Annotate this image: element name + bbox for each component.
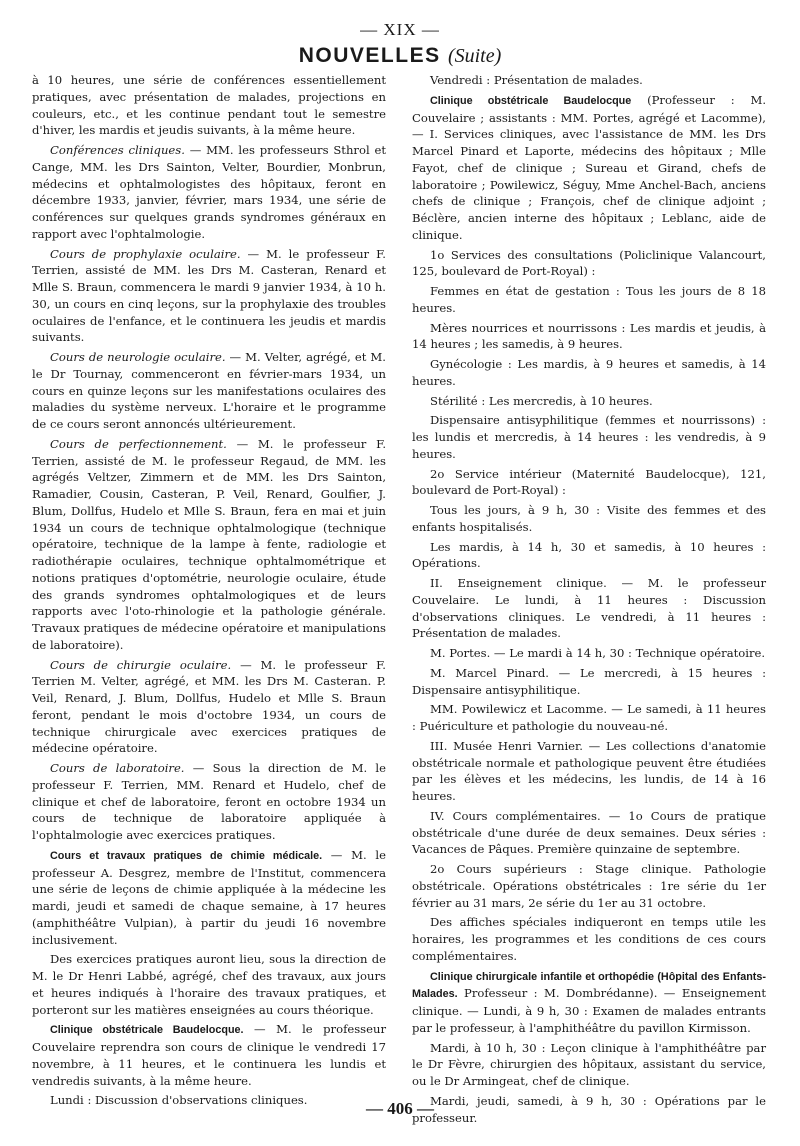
paragraph-text: (Professeur : M. Couvelaire ; assistants : MM. Portes, agrégé et Lacomme), — I. Services cliniques, avec l'assistance de MM. les Drs Marcel Pinard et Laporte, médecins des hôpitaux ; Mlle Fayot, chef de clinique ; Sureau et Girand, chefs de laboratoire ; Powilewicz, Séguy, Mme Anchel-Bach, anciens chefs de clinique ; François, chef de clinique adjoint ; Béclère, ancien interne des hôpitaux ; Leblanc, aide de clinique.: [412, 92, 766, 242]
paragraph-text: 2o Service intérieur (Maternité Baudelocque), 121, boulevard de Port-Royal) :: [412, 466, 766, 498]
paragraph-text: IV. Cours complémentaires. — 1o Cours de pratique obstétricale d'une durée de deux semaines. Deux séries : Vacances de Pâques. Première quinzaine de septembre.: [412, 808, 766, 857]
paragraph-text: Gynécologie : Les mardis, à 9 heures et samedis, à 14 heures.: [412, 357, 766, 388]
paragraph-text: Les mardis, à 14 h, 30 et samedis, à 10 heures : Opérations.: [412, 539, 766, 571]
paragraph-text: — M. le professeur Couvelaire reprendra son cours de clinique le vendredi 17 novembre, à 11 heures, et le continuera les lundis et vendredis suivants, à la même heure.: [32, 1022, 386, 1088]
paragraph: [32, 657, 386, 758]
paragraph: [412, 701, 766, 735]
paragraph-text: Des affiches spéciales indiqueront en temps utile les horaires, les programmes et les conditions de ces cours complémentaires.: [412, 915, 766, 963]
paragraph-text: Professeur : M. Dombrédanne). — Enseignement clinique. — Lundi, à 9 h, 30 : Examen de malades entrants par le professeur, à l'amphithéâtre du pavillon Kirmisson.: [412, 986, 766, 1035]
paragraph: [32, 72, 386, 139]
paragraph-bold-heading: Cours et travaux pratiques de chimie médicale.: [50, 849, 323, 862]
paragraph-heading: Cours de perfectionnement.: [50, 436, 227, 451]
page-roman-numeral: — XIX —: [360, 20, 440, 39]
paragraph-text: MM. Powilewicz et Lacomme. — Le samedi, à 11 heures : Puériculture et pathologie du nouveau-né.: [412, 702, 766, 733]
paragraph: [32, 951, 386, 1018]
paragraph-text: 2o Cours supérieurs : Stage clinique. Pathologie obstétricale. Opérations obstétricales : 1re série du 1er février au 31 mars, 2e série du 1er au 31 octobre.: [412, 862, 766, 910]
paragraph-text: III. Musée Henri Varnier. — Les collections d'anatomie obstétricale normale et pathologique peuvent être étudiées par les élèves et les médecins, les lundis, de 14 à 16 heures.: [412, 738, 766, 803]
title-suffix: (Suite): [447, 45, 502, 67]
paragraph-heading: Cours de laboratoire.: [50, 761, 185, 775]
paragraph: [412, 247, 766, 281]
paragraph: [412, 1040, 766, 1090]
paragraph-text: — M. le professeur F. Terrien, assisté de M. le professeur Regaud, de MM. les agrégés Veltzer, Zimmern et de MM. les Drs Sainton, Ramadier, Cousin, Casteran, P. Veil, Renard, Goulfier, J. Blum, Dollfus, Hudelo et Mlle S. Braun, fera en mai et juin 1934 un cours de technique ophtalmologique (technique opératoire, technique de la lampe à fente, radiologie et radiothérapie oculaires, technique ophtalmométrique et notions pratiques d'optométrie, neurologie oculaire, étude des grands syndromes ophtalmologiques et de leurs rapports avec l'oto-rhinologie et la pathologie générale. Travaux pratiques de médecine opératoire et manipulations de laboratoire).: [32, 436, 387, 652]
paragraph: [412, 72, 766, 89]
paragraph: [412, 393, 766, 410]
paragraph: [32, 349, 386, 433]
paragraph: [412, 808, 766, 858]
paragraph: [412, 914, 766, 964]
paragraph: [412, 575, 766, 642]
paragraph-bold-heading: Clinique obstétricale Baudelocque: [430, 94, 632, 107]
paragraph-text: — Sous la direction de M. le professeur F. Terrien, MM. Renard et Hudelo, chef de clinique et chef de laboratoire, feront en octobre 1934 un cours de technique de laboratoire appliquée à l'ophtalmologie avec exercices pratiques.: [32, 761, 386, 842]
paragraph-text: Dispensaire antisyphilitique (femmes et nourrissons) : les lundis et mercredis, à 14 heures : les vendredis, à 9 heures.: [412, 413, 766, 461]
paragraph-text: M. Marcel Pinard. — Le mercredi, à 15 heures : Dispensaire antisyphilitique.: [412, 665, 766, 697]
paragraph-text: Mardi, jeudi, samedi, à 9 h, 30 : Opérations par le professeur.: [412, 1093, 766, 1125]
paragraph-text: Stérilité : Les mercredis, à 10 heures.: [430, 393, 653, 408]
left-column: [32, 72, 387, 1108]
title-main: NOUVELLES: [298, 44, 441, 67]
paragraph-text: — M. Velter, agrégé, et M. le Dr Tournay, commenceront en février-mars 1934, un cours en quinze leçons sur les manifestations oculaires des maladies du système nerveux. L'horaire et le programme de ce cours seront annoncés ultérieurement.: [32, 350, 386, 431]
paragraph: [412, 466, 766, 500]
paragraph: [412, 502, 766, 536]
paragraph: [32, 436, 386, 654]
paragraph-text: Mères nourrices et nourrissons : Les mardis et jeudis, à 14 heures ; les samedis, à 9 heures.: [412, 320, 766, 352]
paragraph-text: — M. le professeur A. Desgrez, membre de l'Institut, commencera une série de leçons de chimie appliquée à la médecine les mardi, jeudi et samedi de chaque semaine, à 17 heures (amphithéâtre Vulpian), à partir du jeudi 16 novembre inclusivement.: [32, 847, 386, 947]
paragraph-bold-heading: Clinique chirurgicale infantile et orthopédie (Hôpital des Enfants-Malades.: [412, 970, 766, 1001]
paragraph: [412, 283, 766, 317]
paragraph-text: — M. le professeur F. Terrien M. Velter, agrégé, et MM. les Drs M. Casteran. P. Veil, Renard, J. Blum, Dollfus, Hudelo et Mlle S. Braun feront, pendant le mois d'octobre 1934, un cours de technique chirurgicale avec exercices pratiques de médecine opératoire.: [32, 657, 386, 756]
paragraph-text: — MM. les professeurs Sthrol et Cange, MM. les Drs Sainton, Velter, Bourdier, Monbrun, médecins et ophtalmologistes des hôpitaux, feront en décembre 1933, janvier, février, mars 1934, une série de conférences sur quelques grands syndromes généraux en rapport avec l'ophtalmologie.: [32, 143, 386, 241]
paragraph-text: Mardi, à 10 h, 30 : Leçon clinique à l'amphithéâtre par le Dr Fèvre, chirurgien des hôpitaux, assistant du service, ou le Dr Armingeat, chef de clinique.: [412, 1040, 766, 1088]
paragraph-bold-heading: Clinique obstétricale Baudelocque.: [50, 1024, 244, 1037]
paragraph: [32, 246, 386, 347]
paragraph-text: Des exercices pratiques auront lieu, sous la direction de M. le Dr Henri Labbé, agrégé, chef des travaux, aux jours et heures indiqués à l'horaire des travaux pratiques, et porteront sur les matières enseignées au cours théorique.: [32, 952, 386, 1017]
page-title: [0, 44, 800, 68]
paragraph-text: Tous les jours, à 9 h, 30 : Visite des femmes et des enfants hospitalisés.: [412, 503, 766, 534]
page-number: — 406 —: [366, 1099, 434, 1118]
paragraph-text: II. Enseignement clinique. — M. le professeur Couvelaire. Le lundi, à 11 heures : Discussion d'observations cliniques. Le vendredi, à 11 heures : Présentation de malades.: [412, 576, 766, 641]
paragraph: [32, 847, 386, 949]
paragraph: [412, 412, 766, 462]
paragraph: [412, 968, 766, 1037]
paragraph: [32, 760, 386, 844]
paragraph: [32, 1021, 386, 1089]
paragraph-text: Vendredi : Présentation de malades.: [430, 73, 643, 87]
paragraph: [412, 92, 766, 244]
paragraph-text: Lundi : Discussion d'observations cliniques.: [50, 1093, 308, 1108]
paragraph: [412, 665, 766, 699]
right-column: [412, 72, 766, 1125]
paragraph: [32, 142, 386, 243]
paragraph-text: à 10 heures, une série de conférences essentiellement pratiques, avec présentation de malades, projections en couleurs, etc., et les continue pendant tout le semestre d'hiver, les mardis et jeudis suivants, à la même heure.: [32, 73, 386, 138]
paragraph: [412, 738, 766, 805]
paragraph-heading: Cours de chirurgie oculaire.: [50, 657, 232, 672]
paragraph-heading: Cours de prophylaxie oculaire.: [50, 246, 241, 261]
paragraph: [412, 861, 766, 911]
paragraph: [412, 320, 766, 354]
paragraph: [412, 356, 766, 390]
paragraph-text: — M. le professeur F. Terrien, assisté de MM. les Drs M. Casteran, Renard et Mlle S. Braun, commencera le mardi 9 janvier 1934, à 10 h. 30, un cours en cinq leçons, sur la prophylaxie des troubles oculaires de l'enfance, et le continuera les jeudis et mardis suivants.: [32, 246, 386, 345]
paragraph-heading: Conférences cliniques.: [50, 143, 185, 157]
paragraph-heading: Cours de neurologie oculaire.: [50, 350, 226, 364]
paragraph-text: Femmes en état de gestation : Tous les jours de 8 18 heures.: [412, 284, 766, 315]
paragraph: [412, 645, 766, 662]
paragraph: [412, 539, 766, 573]
paragraph-text: 1o Services des consultations (Policlinique Valancourt, 125, boulevard de Port-Royal) :: [412, 247, 766, 279]
paragraph-text: M. Portes. — Le mardi à 14 h, 30 : Technique opératoire.: [430, 646, 766, 660]
